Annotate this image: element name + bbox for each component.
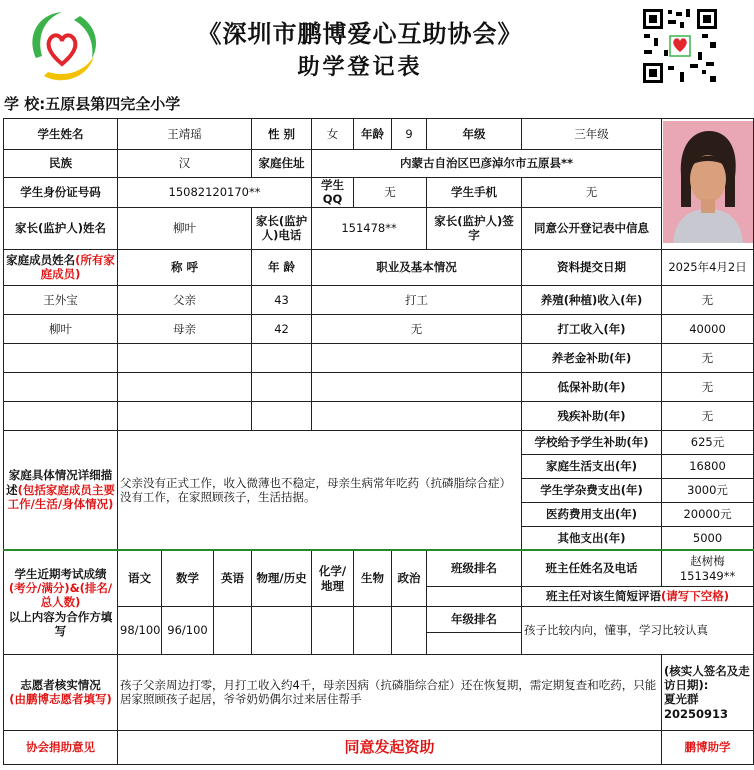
income-value: 无: [662, 343, 754, 372]
member-relation: [118, 401, 252, 430]
phone-value: 无: [522, 178, 662, 208]
subject-header: 语文: [118, 550, 162, 606]
grade-value: 三年级: [522, 119, 662, 150]
job-header: 职业及基本情况: [312, 249, 522, 285]
grade-rank-label: 年级排名: [427, 606, 522, 632]
teacher-comment: 孩子比较内向，懂事，学习比较认真: [522, 606, 754, 654]
income-value: 无: [662, 285, 754, 314]
member-job: [312, 401, 522, 430]
score-value: 96/100: [162, 606, 214, 654]
verifier-name: 夏光群: [664, 692, 699, 707]
volunteer-label: 志愿者核实情况 (由鹏博志愿者填写): [4, 654, 118, 730]
school-name: 五原县第四完全小学: [45, 95, 181, 113]
qq-label: 学生QQ: [312, 178, 354, 208]
heart-logo-icon: [22, 6, 102, 86]
member-relation: 母亲: [118, 314, 252, 343]
subject-header: 化学/地理: [312, 550, 354, 606]
form-header: [0, 0, 727, 92]
opinion-label: 协会捐助意见: [4, 730, 118, 764]
member-relation: [118, 343, 252, 372]
expense-value: 3000元: [662, 478, 754, 502]
income-label: 养殖(种植)收入(年): [522, 285, 662, 314]
address-label: 家庭住址: [252, 150, 312, 178]
phone-label: 学生手机: [427, 178, 522, 208]
member-name: [4, 372, 118, 401]
grade-label: 年级: [427, 119, 522, 150]
family-detail-text: 父亲没有正式工作，收入微薄也不稳定，母亲生病常年吃药（抗磷脂综合症）没有工作，在家照顾孩子，生活拮据。: [118, 430, 522, 550]
expense-label: 其他支出(年): [522, 526, 662, 550]
relation-header: 称 呼: [118, 249, 252, 285]
subject-header: 英语: [214, 550, 252, 606]
member-job: 无: [312, 314, 522, 343]
qr-code-icon: [640, 6, 720, 86]
student-photo: [662, 119, 754, 250]
subject-header: 数学: [162, 550, 214, 606]
expense-label: 家庭生活支出(年): [522, 454, 662, 478]
income-value: 无: [662, 401, 754, 430]
school-label: 学 校:: [4, 95, 46, 113]
registration-table: [3, 118, 754, 765]
gender-label: 性 别: [252, 119, 312, 150]
class-rank-label: 班级排名: [427, 550, 522, 586]
gender-value: 女: [312, 119, 354, 150]
teacher-label: 班主任姓名及电话: [522, 550, 662, 586]
income-label: 养老金补助(年): [522, 343, 662, 372]
address-value: 内蒙古自治区巴彦淖尔市五原县**: [312, 150, 662, 178]
age-label: 年龄: [354, 119, 392, 150]
ethnicity-label: 民族: [4, 150, 118, 178]
teacher-value: 赵树梅151349**: [662, 550, 754, 586]
exam-label: 学生近期考试成绩 (考分/满分)&(排名/总人数) 以上内容为合作方填写: [4, 550, 118, 654]
submit-date-value: 2025年4月2日: [662, 249, 754, 285]
member-age-header: 年 龄: [252, 249, 312, 285]
class-rank-value: [427, 586, 522, 606]
member-job: 打工: [312, 285, 522, 314]
income-label: 打工收入(年): [522, 314, 662, 343]
age-value: 9: [392, 119, 427, 150]
score-value: [354, 606, 392, 654]
opinion-value: 同意发起资助: [118, 730, 662, 764]
comment-label: 班主任对该生简短评语(请写下空格): [522, 586, 754, 606]
income-value: 40000: [662, 314, 754, 343]
member-age: [252, 343, 312, 372]
grade-rank-value: [427, 632, 522, 654]
school-line: [4, 93, 180, 114]
score-value: [392, 606, 427, 654]
student-name: 王靖瑶: [118, 119, 252, 150]
form-subtitle: 助学登记表: [297, 54, 423, 80]
member-name: [4, 343, 118, 372]
family-member-header: 家庭成员姓名(所有家庭成员): [4, 249, 118, 285]
volunteer-text: 孩子父亲周边打零，月打工收入约4千，母亲因病（抗磷脂综合症）还在恢复期，需定期复查和吃药，只能居家照顾孩子起居，爷爷奶奶偶尔过来居住帮手: [118, 654, 662, 730]
consent-label: 同意公开登记表中信息: [522, 207, 662, 249]
expense-label: 医药费用支出(年): [522, 502, 662, 526]
guardian-name-label: 家长(监护人)姓名: [4, 207, 118, 249]
member-age: [252, 372, 312, 401]
form-title: 《深圳市鹏博爱心互助协会》: [197, 19, 523, 48]
qq-value: 无: [354, 178, 427, 208]
score-value: [214, 606, 252, 654]
expense-label: 学校给予学生补助(年): [522, 430, 662, 454]
subject-header: 生物: [354, 550, 392, 606]
score-value: [252, 606, 312, 654]
expense-value: 5000: [662, 526, 754, 550]
expense-value: 625元: [662, 430, 754, 454]
member-name: 王外宝: [4, 285, 118, 314]
member-relation: [118, 372, 252, 401]
member-name: [4, 401, 118, 430]
member-age: [252, 401, 312, 430]
subject-header: 物理/历史: [252, 550, 312, 606]
expense-label: 学生学杂费支出(年): [522, 478, 662, 502]
verify-date: 20250913: [664, 706, 729, 721]
verifier-block: (核实人签名及走访日期): 夏光群 20250913: [662, 654, 754, 730]
org-name: 鹏博助学: [662, 730, 754, 764]
member-age: 42: [252, 314, 312, 343]
income-label: 残疾补助(年): [522, 401, 662, 430]
member-age: 43: [252, 285, 312, 314]
student-id-label: 学生身份证号码: [4, 178, 118, 208]
score-value: 98/100: [118, 606, 162, 654]
student-name-label: 学生姓名: [4, 119, 118, 150]
member-job: [312, 372, 522, 401]
family-detail-label: 家庭具体情况详细描述(包括家庭成员主要工作/生活/身体情况): [4, 430, 118, 550]
member-job: [312, 343, 522, 372]
student-id-value: 15082120170**: [118, 178, 312, 208]
expense-value: 16800: [662, 454, 754, 478]
expense-value: 20000元: [662, 502, 754, 526]
member-relation: 父亲: [118, 285, 252, 314]
student-photo-image: [663, 121, 753, 243]
guardian-phone-label: 家长(监护人)电话: [252, 207, 312, 249]
income-label: 低保补助(年): [522, 372, 662, 401]
guardian-name: 柳叶: [118, 207, 252, 249]
submit-date-label: 资料提交日期: [522, 249, 662, 285]
subject-header: 政治: [392, 550, 427, 606]
score-value: [312, 606, 354, 654]
guardian-phone: 151478**: [312, 207, 427, 249]
member-name: 柳叶: [4, 314, 118, 343]
ethnicity-value: 汉: [118, 150, 252, 178]
income-value: 无: [662, 372, 754, 401]
guardian-sign-label: 家长(监护人)签字: [427, 207, 522, 249]
